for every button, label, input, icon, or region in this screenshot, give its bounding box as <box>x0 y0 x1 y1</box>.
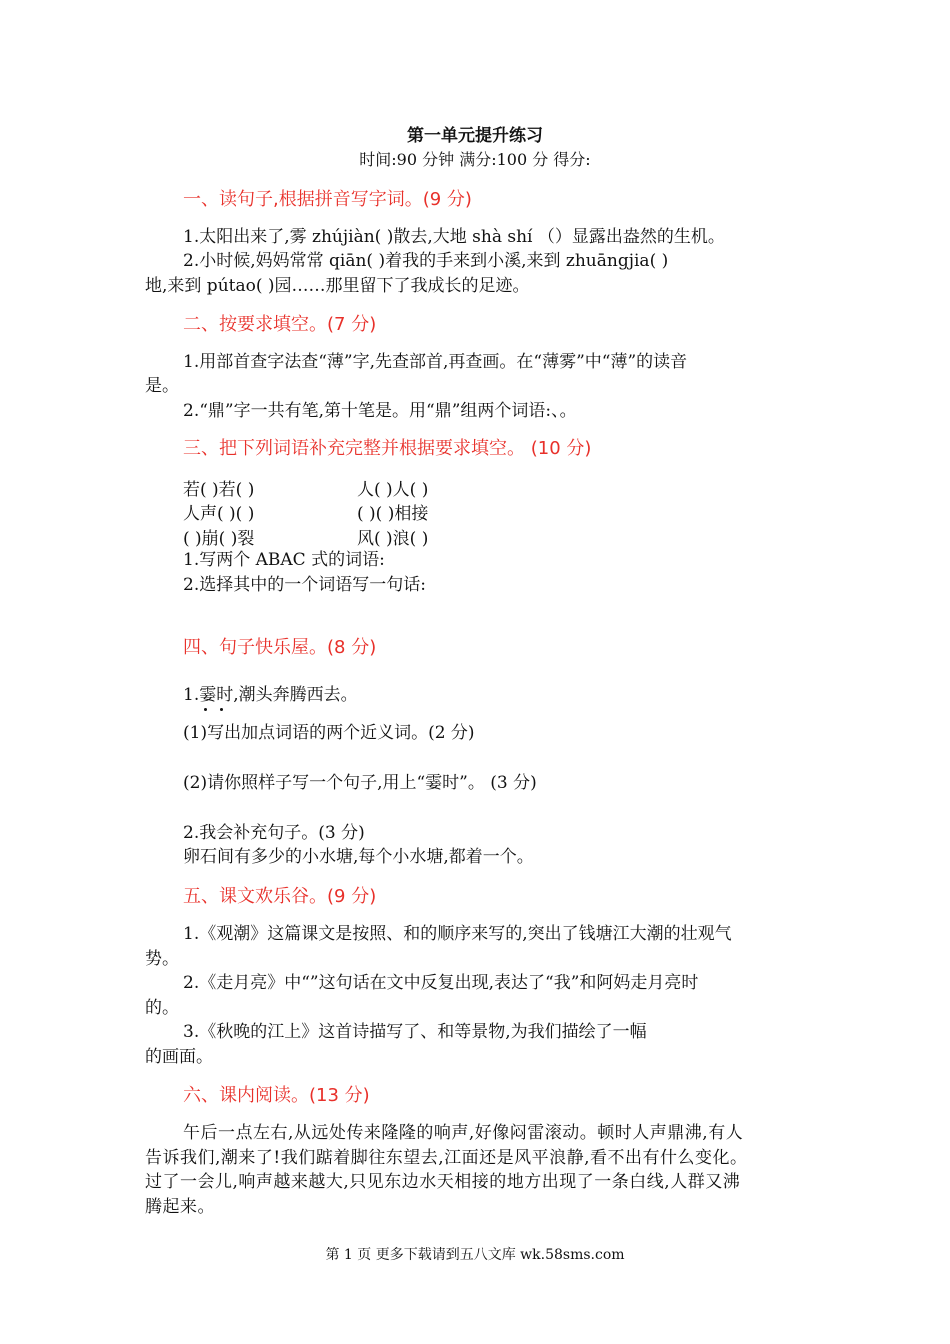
s5-line-5: 3.《秋晚的江上》这首诗描写了、和等景物,为我们描绘了一幅 <box>183 1022 647 1042</box>
section-4-heading: 四、句子快乐屋。(8 分) <box>183 637 377 658</box>
s3-question-1: 1.写两个 ABAC 式的词语: <box>183 550 385 570</box>
s5-line-4: 的。 <box>145 998 179 1018</box>
s4-line-1: 1.霎时,潮头奔腾西去。 <box>183 685 358 705</box>
s5-line-1: 1.《观潮》这篇课文是按照、和的顺序来写的,突出了钱塘江大潮的壮观气 <box>183 924 732 944</box>
passage-line-4: 腾起来。 <box>145 1197 215 1217</box>
emphasis-dot-2 <box>220 708 223 711</box>
idiom-blank-1: 若( )若( ) <box>183 480 255 500</box>
s4-line-2: (1)写出加点词语的两个近义词。(2 分) <box>183 723 475 743</box>
idiom-blank-2: 人( )人( ) <box>357 480 429 500</box>
section-5-heading: 五、课文欢乐谷。(9 分) <box>183 886 377 907</box>
s2-line-1: 1.用部首查字法查“薄”字,先查部首,再查画。在“薄雾”中“薄”的读音 <box>183 352 688 372</box>
s1-line-3: 地,来到 pútao( )园……那里留下了我成长的足迹。 <box>145 276 530 296</box>
idiom-blank-4: ( )( )相接 <box>357 504 429 524</box>
s4-line-3: (2)请你照样子写一个句子,用上“霎时”。 (3 分) <box>183 773 537 793</box>
exam-info: 时间:90 分钟 满分:100 分 得分: <box>359 150 591 169</box>
section-3-heading: 三、把下列词语补充完整并根据要求填空。 (10 分) <box>183 438 592 459</box>
section-2-heading: 二、按要求填空。(7 分) <box>183 314 377 335</box>
s4-line-4: 2.我会补充句子。(3 分) <box>183 823 365 843</box>
idiom-blank-6: 风( )浪( ) <box>357 529 429 549</box>
page-title: 第一单元提升练习 <box>407 126 543 146</box>
passage-line-3: 过了一会儿,响声越来越大,只见东边水天相接的地方出现了一条白线,人群又沸 <box>145 1172 741 1192</box>
s3-question-2: 2.选择其中的一个词语写一句话: <box>183 575 426 595</box>
passage-line-2: 告诉我们,潮来了!我们踮着脚往东望去,江面还是风平浪静,看不出有什么变化。 <box>145 1148 748 1168</box>
s2-line-2: 是。 <box>145 376 179 396</box>
s1-line-2: 2.小时候,妈妈常常 qiān( )着我的手来到小溪,来到 zhuāngjia( ) <box>183 251 669 271</box>
page-footer: 第 1 页 更多下载请到五八文库 wk.58sms.com <box>325 1247 625 1263</box>
s5-line-2: 势。 <box>145 949 179 969</box>
idiom-blank-3: 人声( )( ) <box>183 504 255 524</box>
s1-line-1: 1.太阳出来了,雾 zhújiàn( )散去,大地 shà shí （）显露出盎然的生机。 <box>183 227 725 247</box>
s5-line-6: 的画面。 <box>145 1047 213 1067</box>
s2-line-3: 2.“鼎”字一共有笔,第十笔是。用“鼎”组两个词语:、。 <box>183 401 577 421</box>
s5-line-3: 2.《走月亮》中“”这句话在文中反复出现,表达了“我”和阿妈走月亮时 <box>183 973 699 993</box>
emphasis-dot-1 <box>204 708 207 711</box>
section-6-heading: 六、课内阅读。(13 分) <box>183 1085 370 1106</box>
idiom-blank-5: ( )崩( )裂 <box>183 529 255 549</box>
passage-line-1: 午后一点左右,从远处传来隆隆的响声,好像闷雷滚动。顿时人声鼎沸,有人 <box>183 1123 744 1143</box>
s4-line-5: 卵石间有多少的小水塘,每个小水塘,都着一个。 <box>183 847 534 867</box>
section-1-heading: 一、读句子,根据拼音写字词。(9 分) <box>183 189 472 210</box>
